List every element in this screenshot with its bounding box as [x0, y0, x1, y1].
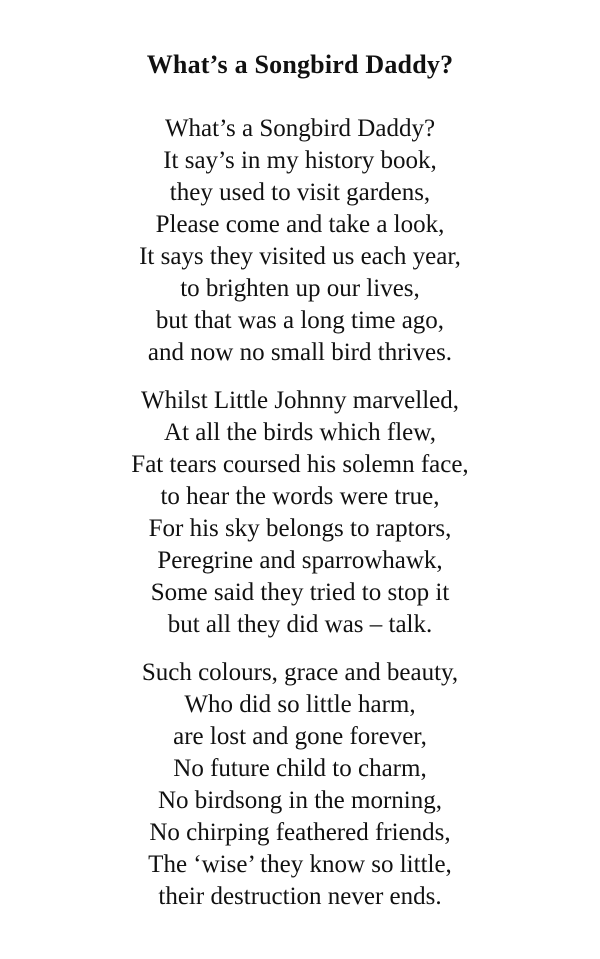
poem-line: No chirping feathered friends,: [149, 819, 451, 846]
poem-line: What’s a Songbird Daddy?: [164, 115, 436, 142]
poem-line: At all the birds which flew,: [164, 419, 436, 446]
poem-line: It say’s in my history book,: [163, 147, 437, 174]
poem-line: No birdsong in the morning,: [157, 787, 442, 814]
poem-line: Who did so little harm,: [184, 691, 416, 718]
stanza-1: [0, 113, 600, 369]
poem-line: and now no small bird thrives.: [147, 339, 453, 366]
poem-line: to hear the words were true,: [160, 483, 440, 510]
poem-line: Fat tears coursed his solemn face,: [131, 451, 469, 478]
poem-line: The ‘wise’ they know so little,: [148, 851, 452, 878]
poem-line: It says they visited us each year,: [139, 243, 461, 270]
poem-line: Whilst Little Johnny marvelled,: [141, 387, 459, 414]
poem-title: What’s a Songbird Daddy?: [146, 50, 454, 79]
stanza-2: [0, 385, 600, 641]
poem-line: Such colours, grace and beauty,: [141, 659, 459, 686]
poem-line: For his sky belongs to raptors,: [148, 515, 452, 542]
poem-line: but that was a long time ago,: [155, 307, 445, 334]
poem-line: No future child to charm,: [173, 755, 427, 782]
poem-line: to brighten up our lives,: [180, 275, 420, 302]
poem-line: but all they did was – talk.: [167, 611, 433, 638]
poem-line: their destruction never ends.: [158, 883, 442, 910]
poem-line: are lost and gone forever,: [173, 723, 427, 750]
stanza-3: [0, 657, 600, 913]
poem-line: Please come and take a look,: [155, 211, 445, 238]
poem-line: Peregrine and sparrowhawk,: [157, 547, 443, 574]
poem-line: Some said they tried to stop it: [150, 579, 450, 606]
poem-line: they used to visit gardens,: [169, 179, 431, 206]
